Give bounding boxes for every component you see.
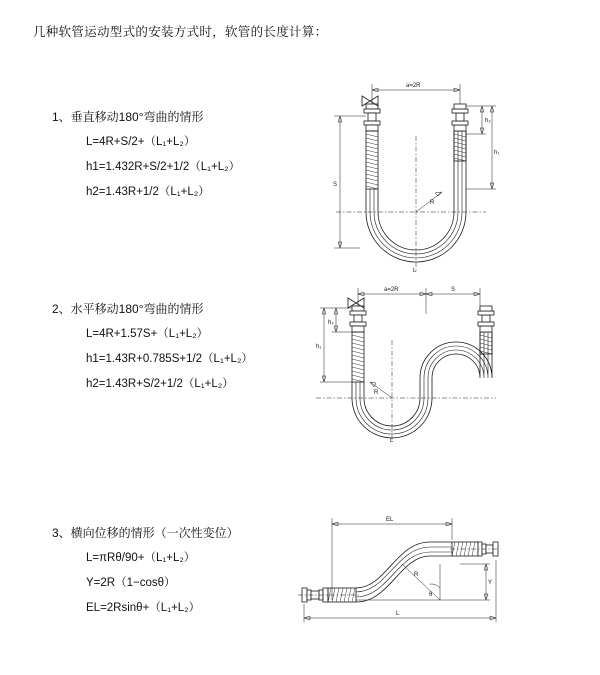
section-1-formula-3: h2=1.43R+1/2（L₁+L₂）: [86, 186, 210, 198]
svg-text:S: S: [451, 287, 456, 293]
vertical-180-bend-diagram: [300, 76, 500, 276]
svg-text:EL: EL: [386, 517, 394, 523]
svg-text:h₁: h₁: [494, 150, 500, 156]
svg-text:R: R: [430, 200, 435, 206]
lateral-offset-diagram: [290, 504, 500, 634]
svg-text:θ: θ: [429, 592, 433, 598]
svg-text:L: L: [396, 611, 400, 617]
horizontal-180-bend-diagram: [300, 280, 500, 460]
section-2-heading: 2、水平移动180°弯曲的情形: [52, 302, 204, 316]
section-3-formula-2: Y=2R（1−cosθ）: [86, 577, 176, 589]
page-title: 几种软管运动型式的安装方式时，软管的长度计算：: [33, 25, 328, 39]
section-1-formula-1: L=4R+S/2+（L₁+L₂）: [86, 136, 196, 148]
svg-text:h₂: h₂: [485, 118, 491, 124]
svg-text:L: L: [413, 268, 417, 274]
section-2-formula-1: L=4R+1.57S+（L₁+L₂）: [86, 328, 209, 340]
section-1-text: [52, 108, 292, 208]
svg-text:a=2R: a=2R: [384, 287, 399, 293]
section-3-heading: 3、横向位移的情形（一次性变位）: [52, 526, 239, 540]
svg-text:R: R: [414, 572, 419, 578]
svg-text:a=2R: a=2R: [406, 83, 421, 89]
section-3-formula-3: EL=2Rsinθ+（L₁+L₂）: [86, 602, 201, 614]
section-2-formula-2: h1=1.43R+0.785S+1/2（L₁+L₂）: [86, 353, 253, 365]
section-1-formula-2: h1=1.432R+S/2+1/2（L₁+L₂）: [86, 161, 241, 173]
svg-text:Y: Y: [488, 580, 493, 586]
section-1-heading: 1、垂直移动180°弯曲的情形: [52, 110, 204, 124]
svg-text:S: S: [333, 182, 338, 188]
svg-text:h₁: h₁: [316, 344, 322, 350]
section-2-text: [52, 300, 292, 400]
section-3-text: [52, 524, 292, 624]
svg-text:L: L: [390, 438, 394, 444]
section-3-formula-1: L=πRθ/90+（L₁+L₂）: [86, 552, 196, 564]
svg-text:R: R: [374, 390, 379, 396]
svg-text:h₂: h₂: [328, 320, 334, 326]
section-2-formula-3: h2=1.43R+S/2+1/2（L₁+L₂）: [86, 378, 234, 390]
